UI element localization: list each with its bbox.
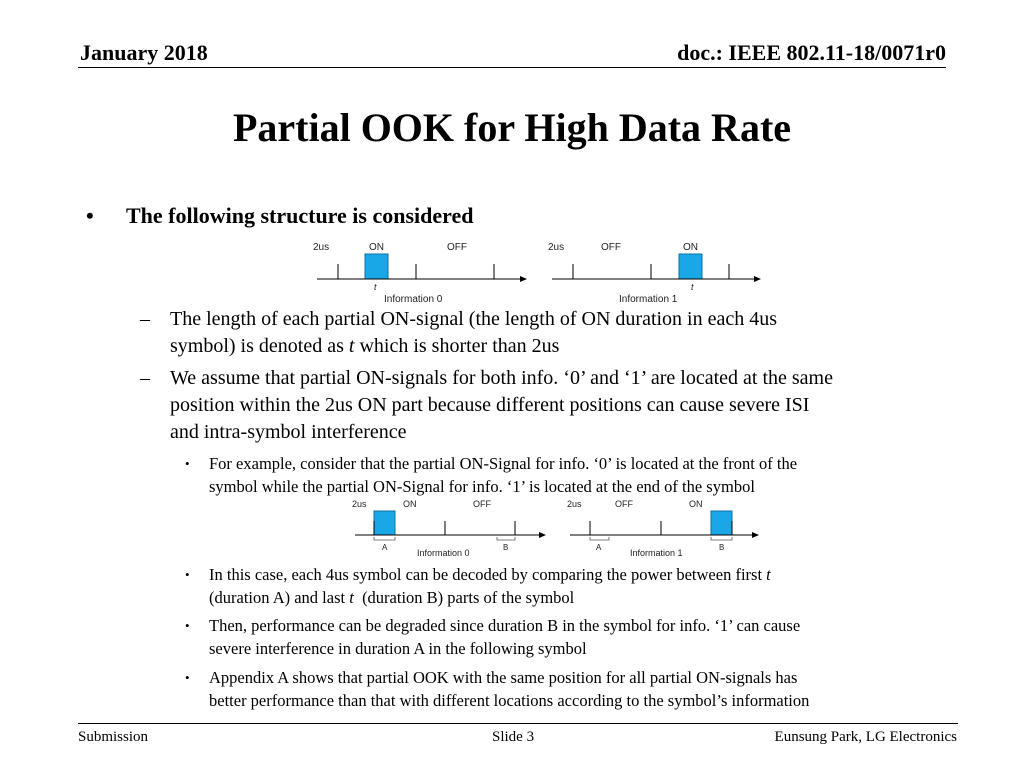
- duration-bracket: [590, 537, 609, 540]
- axis-arrow: [754, 276, 761, 282]
- sub-bullet-marker: •: [185, 618, 190, 633]
- b-label: B: [503, 543, 509, 552]
- figure2-info1: [567, 499, 759, 558]
- sub-line: severe interference in duration A in the following symbol: [209, 639, 587, 658]
- slide-title: Partial OOK for High Data Rate: [232, 105, 792, 150]
- footer-rule: [78, 723, 958, 724]
- sub-bullet-text: [209, 563, 771, 609]
- figure-caption: Information 1: [619, 294, 678, 305]
- figure-caption: Information 0: [384, 294, 443, 305]
- axis-arrow: [539, 532, 546, 538]
- dash-item-text: [170, 365, 833, 446]
- on-pulse: [711, 511, 732, 535]
- sub-bullet-marker: •: [185, 456, 190, 471]
- italic-t: t: [349, 588, 354, 607]
- text-span: which is shorter than 2us: [354, 335, 560, 357]
- bullet-marker: •: [86, 203, 94, 228]
- dur-label: 2us: [313, 242, 330, 253]
- structure-figure: [305, 238, 775, 308]
- on-pulse: [365, 254, 388, 279]
- header-rule: [78, 67, 946, 68]
- figure1-info1: [548, 242, 761, 305]
- text-span: symbol) is denoted as: [170, 335, 349, 357]
- footer-slide-number: Slide 3: [492, 729, 535, 745]
- figure-caption: Information 1: [630, 548, 683, 558]
- sub-bullet-appendix: [185, 666, 975, 712]
- sub-bullet-marker: •: [185, 567, 190, 582]
- sub-line: [209, 586, 771, 609]
- figure-caption: Information 0: [417, 548, 470, 558]
- dash-item-text: [170, 306, 777, 360]
- b-label: B: [719, 543, 725, 552]
- duration-bracket: [497, 537, 515, 540]
- sub-line: symbol while the partial ON-Signal for info. ‘1’ is located at the end of the symbol: [209, 477, 755, 496]
- figure2-info0: [352, 499, 546, 558]
- dur-label: 2us: [567, 499, 582, 509]
- t-label: t: [691, 282, 694, 292]
- footer-submission: Submission: [78, 729, 149, 745]
- figure1-info0: [313, 242, 527, 305]
- dash-line: [170, 333, 777, 360]
- dash-line: The length of each partial ON-signal (the length of ON duration in each 4us: [170, 308, 778, 330]
- bullet-structure-text: The following structure is considered: [126, 203, 474, 228]
- header-doc-id: doc.: IEEE 802.11-18/0071r0: [677, 40, 946, 65]
- sub-line: Appendix A shows that partial OOK with the same position for all partial ON-signals has: [209, 668, 798, 687]
- dash-marker: –: [140, 367, 150, 389]
- on-label: ON: [683, 242, 698, 253]
- sub-line: Then, performance can be degraded since duration B in the symbol for info. ‘1’ can cause: [209, 616, 801, 635]
- sub-line: For example, consider that the partial ON-Signal for info. ‘0’ is located at the front of the: [209, 454, 798, 473]
- on-pulse: [374, 511, 395, 535]
- sub-bullet-text: [209, 666, 809, 712]
- sub-line: [209, 563, 771, 586]
- duration-bracket: [374, 537, 395, 540]
- sub-bullet-example: [185, 452, 975, 498]
- dur-label: 2us: [548, 242, 565, 253]
- a-label: A: [596, 543, 602, 552]
- off-label: OFF: [615, 499, 633, 509]
- sub-bullet-degradation: [185, 614, 975, 660]
- dash-line: position within the 2us ON part because different positions can cause severe ISI: [170, 394, 810, 416]
- off-label: OFF: [601, 242, 621, 253]
- off-label: OFF: [447, 242, 467, 253]
- position-figure: [345, 497, 765, 559]
- axis-arrow: [752, 532, 759, 538]
- dash-marker: –: [140, 308, 150, 330]
- on-label: ON: [689, 499, 703, 509]
- text-span: (duration A) and last: [209, 588, 350, 607]
- text-span: In this case, each 4us symbol can be decoded by comparing the power between first: [209, 565, 767, 584]
- italic-t: t: [348, 335, 355, 357]
- dur-label: 2us: [352, 499, 367, 509]
- italic-t: t: [766, 565, 771, 584]
- duration-bracket: [711, 537, 732, 540]
- footer-author: Eunsung Park, LG Electronics: [774, 729, 957, 745]
- sub-bullet-text: [209, 614, 800, 660]
- sub-line: better performance than that with different locations according to the symbol’s information: [209, 691, 810, 710]
- dash-line: We assume that partial ON-signals for both info. ‘0’ and ‘1’ are located at the same: [170, 367, 833, 389]
- t-label: t: [374, 282, 377, 292]
- a-label: A: [382, 543, 388, 552]
- text-span: (duration B) parts of the symbol: [353, 588, 575, 607]
- dash-item-assume: [140, 365, 960, 449]
- sub-bullet-decoding: [185, 563, 975, 609]
- off-label: OFF: [473, 499, 491, 509]
- dash-item-length: [140, 306, 960, 362]
- sub-bullet-marker: •: [185, 670, 190, 685]
- header-date: January 2018: [80, 40, 208, 65]
- axis-arrow: [520, 276, 527, 282]
- dash-line: and intra-symbol interference: [170, 421, 407, 443]
- on-pulse: [679, 254, 702, 279]
- sub-bullet-text: [209, 452, 797, 498]
- on-label: ON: [369, 242, 384, 253]
- on-label: ON: [403, 499, 417, 509]
